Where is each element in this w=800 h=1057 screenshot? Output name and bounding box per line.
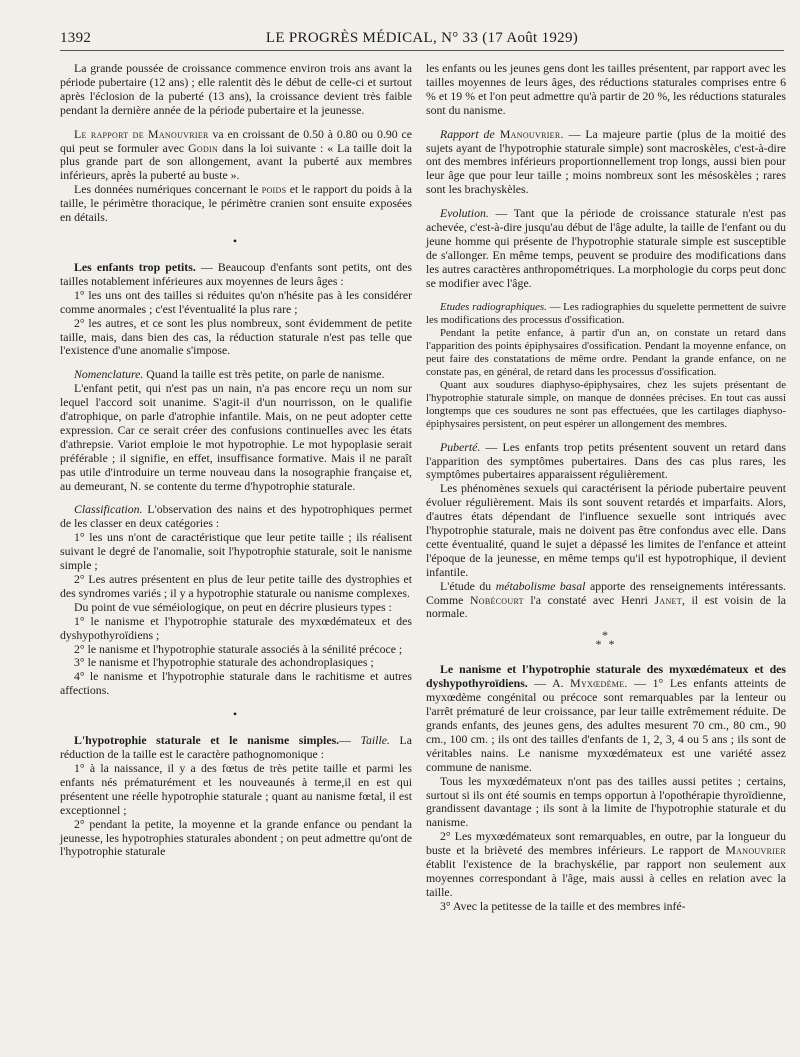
left-column [60,62,412,859]
paragraph: Tous les myxœdémateux n'ont pas des tailles aussi petites ; certains, surtout si ils ont été soumis en temps opportun à l'opothérapie thyroïdienne, grandissent davantage ; ils sont à la limite de l'hypotrophie staturale et du nanisme. [426,773,786,830]
list-item: 3° le nanisme et l'hypotrophie staturale des achondroplasiques ; [74,655,374,670]
list-item: 1° les uns ont des tailles si réduites qu'on n'hésite pas à les considérer comme anormales ; c'est l'éventualité la plus rare ; [60,287,412,316]
paragraph: Le rapport de Manouvrier va en croissant de 0.50 à 0.80 ou 0.90 ce qui peut se formuler avec Godin dans la loi suivante : « La taille doit la plus grande part de son allongement, avant la puberté aux membres inférieurs, après la puberté au buste ». [60,126,412,183]
section-heading: L'hypotrophie staturale et le nanisme simples. [74,733,340,748]
paragraph: 3° Avec la petitesse de la taille et des membres infé- [440,898,686,913]
section-heading-paragraph: Le nanisme et l'hypotrophie staturale des myxœdémateux et des dyshypothyroïdiens. — A. Myxœdème. — 1° Les enfants atteints de myxœdème congénital ou précoce sont remarquables par la lenteur ou l'arrêt prématuré de leur croissance, par leur taille extrêmement réduite. De grands enfants, des jeunes gens, des adultes mesurent 70 cm., 80 cm., 90 cm., 100 cm. ; ils ont des tailles d'enfants de 1, 2, 3, 4 ou 5 ans ; ils sont de véritables nains. Le nanisme myxœdémateux est une variété assez commune de nanisme. [426,662,786,774]
paragraph: Puberté. — Les enfants trop petits présentent souvent un retard dans l'apparition des symptômes pubertaires. Dans des cas plus rares, les symptômes pubertaires apparaissent régulièrement. [426,439,786,482]
right-column [426,62,786,914]
section-ornament: • [232,707,240,722]
section-heading: Les enfants trop petits. [74,259,196,274]
paragraph: Les phénomènes sexuels qui caractérisent la période pubertaire peuvent évoluer régulièrement. Mais ils sont souvent retardés et imparfaits. Alors, d'autres états dépendant de l'influence sexuelle sont intriqués avec l'hypotrophie staturale, mais ne doivent pas être confondus avec elle. Dans cette éventualité, quand le sujet a dépassé les limites de l'enfance et atteint l'époque de la jeunesse, en même temps qu'il est hypotrophique, il devient infantile. [426,481,786,579]
paragraph: L'enfant petit, qui n'est pas un nain, n'a pas encore reçu un nom sur lequel l'accord soit unanime. S'agit-il d'un nourrisson, on le qualifie d'atrophique, on parle d'atrophie infantile. Mais, on ne peut adopter cette expression. Car ce serait créer des confusions continuelles avec les états d'athrepsie. Variot emploie le mot hypotrophie. Le mot hypoplasie serait préférable ; il signifie, en effet, insuffisance formative. Mais il ne paraît pas utile d'introduire un terme nouveau dans la nosographie française et, au demeurant, N. se contente du terme d'hypotrophie staturale. [60,381,412,493]
list-item: 1° le nanisme et l'hypotrophie staturale des myxœdémateux et des dyshypothyroïdiens ; [60,613,412,642]
section-heading-paragraph: Les enfants trop petits. — Beaucoup d'enfants sont petits, ont des tailles notablement inférieures aux moyennes de leurs âges : [60,259,412,288]
section-heading-paragraph: L'hypotrophie staturale et le nanisme simples.— Taille. La réduction de la taille est le caractère pathognomonique : [60,733,412,762]
paragraph: 2° Les myxœdémateux sont remarquables, en outre, par la longueur du buste et la brièveté des membres inférieurs. Le rapport de Manouvrier établit l'existence de la brachyskélie, par rapport non seulement aux moyennes correspondant à l'âge, mais aussi à celles en relation avec la taille. [426,829,786,899]
subheading: Etudes radiographiques. [440,300,547,313]
subheading: Classification. [74,502,143,517]
paragraph: les enfants ou les jeunes gens dont les tailles présentent, par rapport avec les tailles moyennes de leurs âges, des réductions staturales comprises entre 6 % et 19 % et l'on peut admettre qu'à partir de 20 %, les réductions staturales sont du nanisme. [426,61,786,117]
list-item: 2° les autres, et ce sont les plus nombreux, sont évidemment de petite taille, mais, dans bien des cas, la réduction staturale n'est pas telle que l'existence d'une anomalie s'impose. [60,315,412,358]
journal-title: LE PROGRÈS MÉDICAL, N° 33 (17 Août 1929) [265,30,579,46]
paragraph: L'étude du métabolisme basal apporte des renseignements intéressants. Comme Nobécourt l'a constaté avec Henri Janet, il est voisin de la normale. [426,578,786,621]
paragraph: La grande poussée de croissance commence environ trois ans avant la période pubertaire (12 ans) ; elle ralentit dès le début de celle-ci et surtout après l'éclosion de la puberté (13 ans), la croissance devient très faible pendant la dernière année de la période pubertaire et la jeunesse. [60,61,412,117]
section-ornament: * * * [595,628,617,652]
page-header [60,28,784,51]
paragraph: Rapport de Manouvrier. — La majeure partie (plus de la moitié des sujets ayant de l'hypotrophie staturale simple) sont macroskèles, c'est-à-dire ont des membres inférieurs proportionnellement trop longs, aussi bien pour leur âge que pour leur taille ; moins nombreux sont les mésoskèles ; rares sont les brachyskèles. [426,126,786,197]
page-number: 1392 [60,30,92,46]
paragraph: Etudes radiographiques. — Les radiographies du squelette permettent de suivre les modifications des processus d'ossification. [426,300,786,326]
list-item: 2° le nanisme et l'hypotrophie staturale associés à la sénilité précoce ; [74,641,403,656]
paragraph: Nomenclature. Quand la taille est très petite, on parle de nanisme. [74,367,385,382]
paragraph: Evolution. — Tant que la période de croissance staturale n'est pas achevée, c'est-à-dire jusqu'au début de l'âge adulte, la taille de l'enfant ou du jeune homme qui présente de l'hypotrophie staturale simple est susceptible de s'allonger. En même temps, peuvent se produire des modifications dans les autres caractères anthropométriques. La morphologie du corps peut donc se modifier avec l'âge. [426,206,786,290]
subheading: Puberté. [440,439,481,454]
paragraph: Quant aux soudures diaphyso-épiphysaires, chez les sujets présentant de l'hypotrophie staturale simple, on manque de données précises. En tout cas aussi longtemps que ces soudures ne sont pas effectuées, que les cartilages diaphyso-épiphysaires persistent, on peut espérer un allongement des membres. [426,378,786,430]
list-item: 2° Les autres présentent en plus de leur petite taille des dystrophies et des syndromes variés ; il y a hypotrophie staturale ou nanisme complexes. [60,572,412,600]
section-ornament: • [232,233,240,248]
list-item: 1° à la naissance, il y a des fœtus de très petite taille et parmi les enfants nés prématurément et les nouveaunés à terme,il en est qui présentent une réelle hypotrophie staturale ; quant au nanisme fœtal, il est exceptionnel ; [60,760,412,817]
list-item: 2° pendant la petite, la moyenne et la grande enfance ou pendant la jeunesse, les hypotrophies staturales abondent ; on peut admettre qu'ont de l'hypotrophie staturale [60,816,412,859]
paragraph: Du point de vue séméiologique, on peut en décrire plusieurs types : [74,599,392,614]
paragraph: Les données numériques concernant le poids et le rapport du poids à la taille, le périmètre thoracique, le périmètre cranien sont ensuite exposées en détails. [60,182,412,225]
subheading: Rapport de [440,126,495,141]
list-item: 1° les uns n'ont de caractéristique que leur petite taille ; ils réalisent suivant le degré de l'anomalie, soit l'hypotrophie staturale, soit le nanisme simple ; [60,530,412,573]
list-item: 4° le nanisme et l'hypotrophie staturale dans le rachitisme et autres affections. [60,669,412,698]
subheading: Nomenclature. [74,367,144,382]
subheading: Evolution. [440,206,489,221]
section-heading: Le nanisme et l'hypotrophie staturale des myxœdémateux et des dyshypothyroïdiens. [426,662,786,691]
paragraph: Pendant la petite enfance, à partir d'un an, on constate un retard dans l'apparition des points épiphysaires d'ossification. Pendant la moyenne enfance, on peut faire des constatations de même ordre. Pendant la grande enfance, on ne constate pas, en général, de retard dans les processus d'ossification. [426,326,786,378]
paragraph: Classification. L'observation des nains et des hypotrophiques permet de les classer en deux catégories : [60,502,412,531]
